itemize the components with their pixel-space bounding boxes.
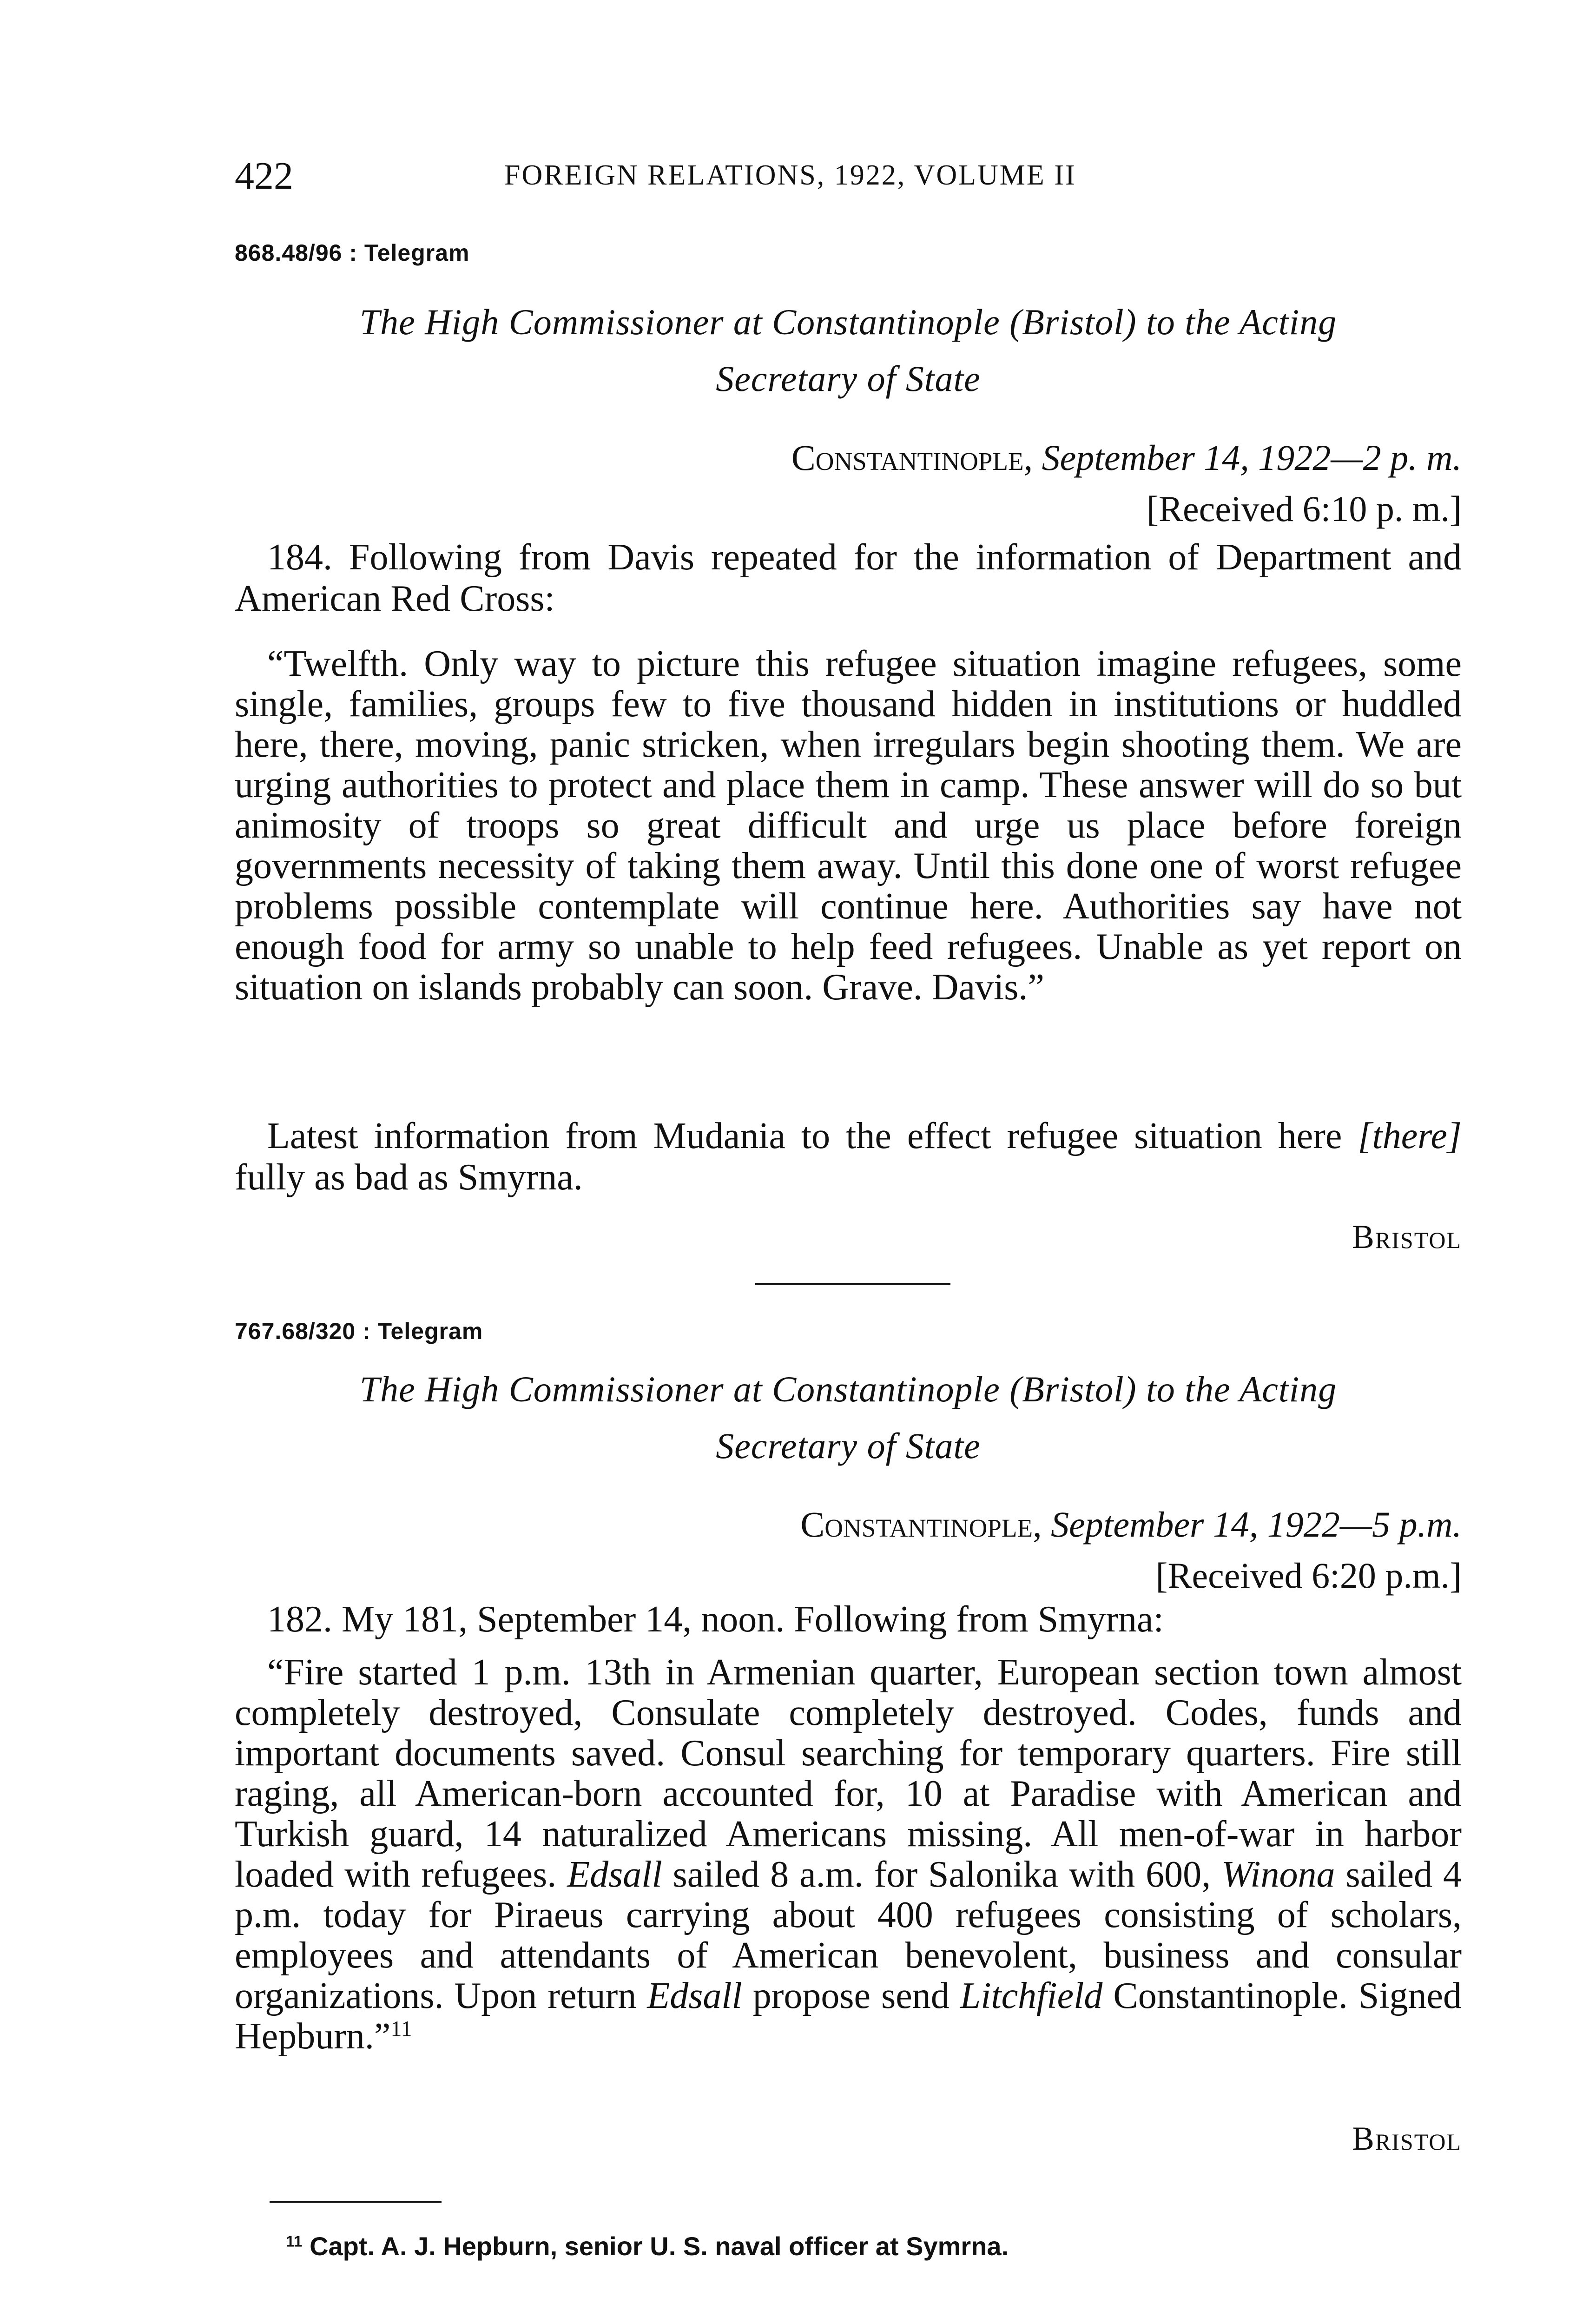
running-head bbox=[235, 153, 1462, 205]
doc1-place-date bbox=[235, 432, 1462, 483]
section-divider bbox=[755, 1283, 950, 1285]
doc1-file-ref: 868.48/96 : Telegram bbox=[235, 240, 470, 266]
footnote-mark: 11 bbox=[286, 2233, 303, 2251]
doc1-heading-line2: Secretary of State bbox=[716, 358, 981, 399]
doc2-heading-line2: Secretary of State bbox=[716, 1426, 981, 1466]
footnote bbox=[286, 2231, 1513, 2261]
doc1-quote-block bbox=[235, 644, 1462, 1008]
doc1-received: [Received 6:10 p. m.] bbox=[1147, 489, 1462, 529]
doc1-para2 bbox=[235, 1116, 1462, 1198]
doc1-date: September 14, 1922—2 p. m. bbox=[1042, 437, 1462, 478]
doc1-para2-block bbox=[235, 1116, 1462, 1198]
doc2-quote-1: “Fire started 1 p.m. 13th in Armenian quarter, European section town almost completely destroyed, Consulate completely destroyed. Codes, funds and important documents saved. Consul searching for temporary quarters. Fire still raging, all American-born accounted for, 10 at Paradise with American and Turkish guard, 14 naturalized Americans missing. All men-of-war in harbor loaded with refugees. bbox=[235, 1652, 1462, 1895]
doc2-quote bbox=[235, 1652, 1462, 2057]
doc1-para2-italic: [there] bbox=[1358, 1116, 1462, 1156]
doc2-dateline bbox=[235, 1499, 1462, 1601]
doc2-place-date bbox=[235, 1499, 1462, 1550]
ship-edsall: Edsall bbox=[567, 1854, 662, 1895]
ship-litchfield: Litchfield bbox=[960, 1975, 1103, 2016]
doc2-date: September 14, 1922—5 p.m. bbox=[1051, 1504, 1462, 1545]
doc2-para1-block bbox=[235, 1599, 1462, 1640]
doc2-heading bbox=[235, 1361, 1462, 1474]
running-title: FOREIGN RELATIONS, 1922, VOLUME II bbox=[504, 159, 1076, 191]
doc2-quote-4: propose send bbox=[742, 1975, 960, 2016]
footnote-ref-mark[interactable]: 11 bbox=[390, 2016, 412, 2041]
doc2-signature: Bristol bbox=[1352, 2120, 1462, 2157]
doc1-quote: “Twelfth. Only way to picture this refugee situation imagine refugees, some single, families, groups few to five thousand hidden in institutions or huddled here, there, moving, panic stricken, when irregulars begin shooting them. We are urging authorities to protect and place them in camp. These answer will do so but animosity of troops so great difficult and urge us place before foreign governments necessity of taking them away. Until this done one of worst refugee problems possible contemplate will continue here. Authorities say have not enough food for army so unable to help feed refugees. Unable as yet report on situation on islands probably can soon. Grave. Davis.” bbox=[235, 643, 1462, 1008]
doc1-para2-after: fully as bad as Smyrna. bbox=[235, 1157, 583, 1198]
doc1-para1-block bbox=[235, 537, 1462, 620]
doc1-dateline bbox=[235, 432, 1462, 535]
doc2-quote-5: Constantinople. Signed Hepburn.” bbox=[235, 1975, 1462, 2057]
footnote-text: Capt. A. J. Hepburn, senior U. S. naval officer at Symrna. bbox=[310, 2232, 1009, 2261]
doc2-place: Constantinople, bbox=[800, 1504, 1042, 1545]
doc1-signature: Bristol bbox=[1352, 1218, 1462, 1255]
doc2-heading-line1: The High Commissioner at Constantinople (Bristol) to the Acting bbox=[359, 1369, 1337, 1409]
doc2-file-ref: 767.68/320 : Telegram bbox=[235, 1318, 483, 1344]
doc1-heading bbox=[235, 294, 1462, 407]
page-number: 422 bbox=[235, 154, 293, 198]
doc2-para1: 182. My 181, September 14, noon. Following from Smyrna: bbox=[267, 1599, 1164, 1640]
ship-edsall-2: Edsall bbox=[647, 1975, 742, 2016]
doc2-quote-2: sailed 8 a.m. for Salonika with 600, bbox=[662, 1854, 1222, 1895]
doc2-quote-block bbox=[235, 1652, 1462, 2057]
doc1-place: Constantinople, bbox=[791, 437, 1033, 478]
doc1-para1: 184. Following from Davis repeated for the information of Department and American Red Cross: bbox=[235, 537, 1462, 619]
doc1-para2-before: Latest information from Mudania to the effect refugee situation here bbox=[267, 1116, 1358, 1156]
ship-winona: Winona bbox=[1221, 1854, 1335, 1895]
doc2-quote-3: sailed 4 p.m. today for Piraeus carrying about 400 refugees consisting of scholars, employees and attendants of American benevolent, business and consular organizations. Upon return bbox=[235, 1854, 1462, 2016]
doc2-received: [Received 6:20 p.m.] bbox=[1155, 1555, 1462, 1596]
doc1-heading-line1: The High Commissioner at Constantinople (Bristol) to the Acting bbox=[359, 302, 1337, 342]
footnote-rule bbox=[270, 2201, 442, 2203]
